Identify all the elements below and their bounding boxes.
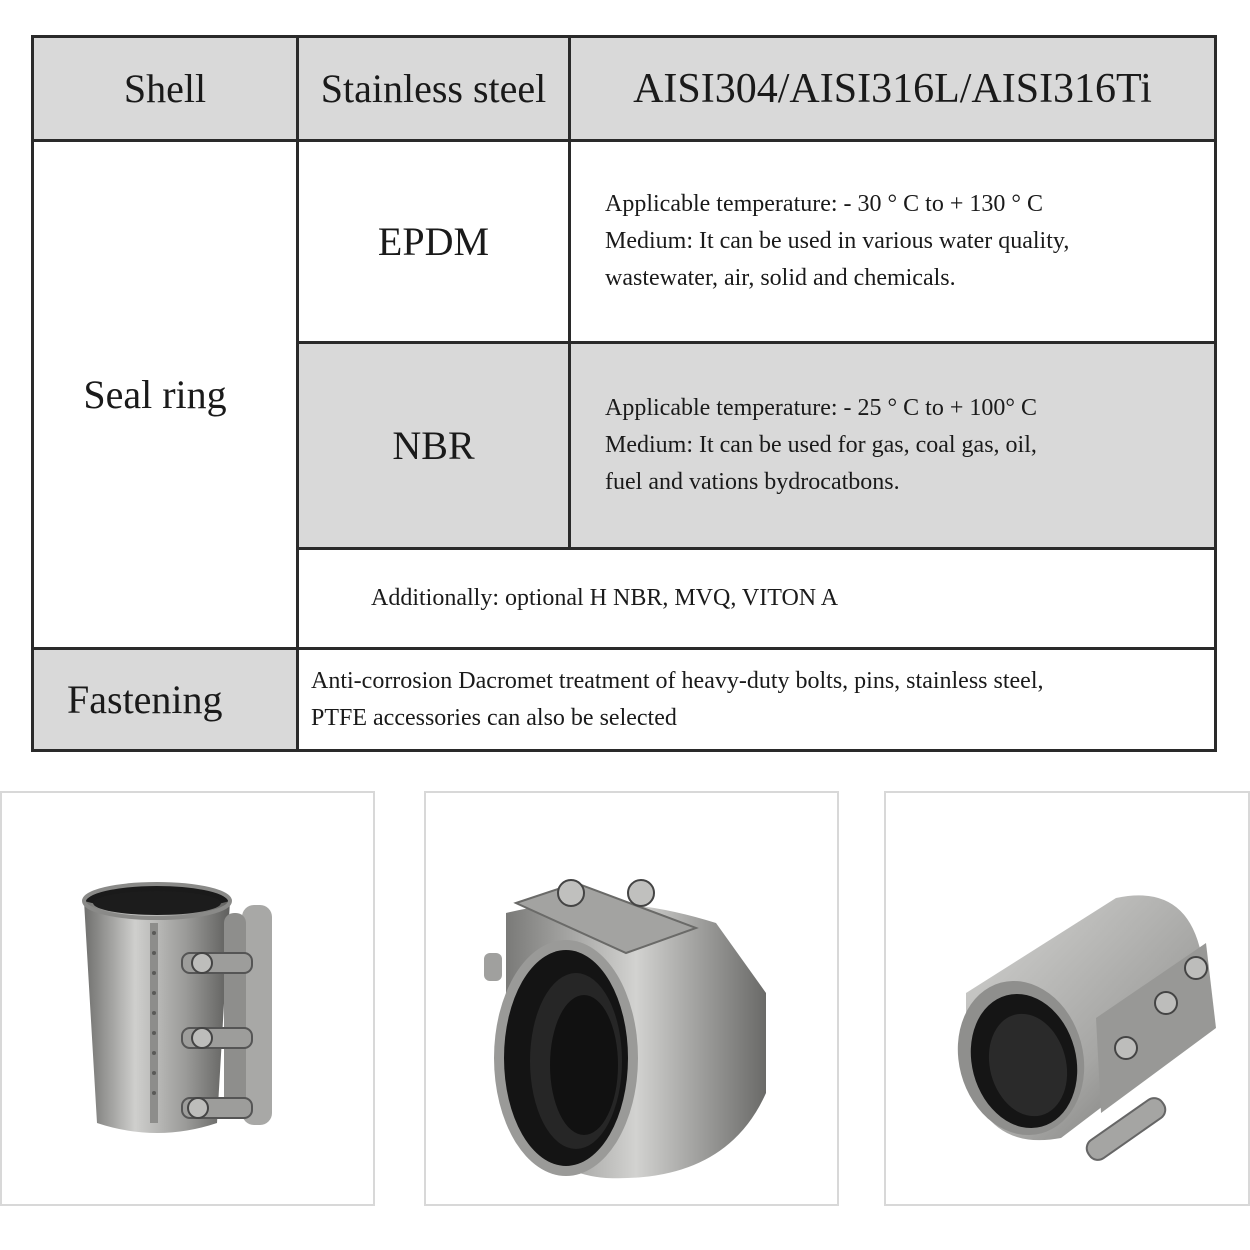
pipe-coupling-upright-image [2, 793, 373, 1204]
shell-grades-cell [571, 38, 1214, 139]
nbr-desc-cell [571, 344, 1214, 547]
epdm-name-cell [299, 142, 568, 341]
nbr-medium-2: fuel and vations bydrocatbons. [605, 469, 900, 495]
product-photo-front [424, 791, 839, 1206]
shell-grades: AISI304/AISI316L/AISI316Ti [633, 65, 1152, 112]
divider [34, 647, 1214, 650]
shell-material-cell [299, 38, 568, 139]
divider [299, 547, 1214, 550]
shell-label-cell [34, 38, 296, 139]
epdm-desc-cell [571, 142, 1214, 341]
divider [34, 139, 1214, 142]
nbr-name: NBR [392, 423, 475, 468]
epdm-name: EPDM [377, 219, 490, 264]
fastening-description [311, 663, 1044, 737]
product-photo-angled [884, 791, 1250, 1206]
epdm-medium-1: Medium: It can be used in various water quality, [605, 228, 1070, 254]
fastening-label: Fastening [67, 677, 223, 722]
nbr-temp: Applicable temperature: - 25 ° C to + 100° C [605, 395, 1037, 421]
divider [296, 38, 299, 749]
additional-cell [299, 550, 1214, 647]
additional-options: Additionally: optional H NBR, MVQ, VITON A [371, 585, 839, 611]
shell-label: Shell [123, 66, 207, 111]
nbr-description [605, 390, 1037, 501]
fastening-line-2: PTFE accessories can also be selected [311, 704, 677, 731]
product-photo-upright [0, 791, 375, 1206]
epdm-description [605, 186, 1069, 297]
seal-ring-label-cell [34, 142, 296, 647]
nbr-medium-1: Medium: It can be used for gas, coal gas, oil, [605, 432, 1037, 458]
pipe-coupling-angled-image [886, 793, 1248, 1204]
epdm-temp: Applicable temperature: - 30 ° C to + 130 ° C [605, 191, 1043, 217]
epdm-medium-2: wastewater, air, solid and chemicals. [605, 265, 956, 291]
spec-table [31, 35, 1217, 752]
fastening-line-1: Anti-corrosion Dacromet treatment of heavy-duty bolts, pins, stainless steel, [311, 667, 1044, 694]
shell-material: Stainless steel [320, 66, 547, 111]
pipe-coupling-front-image [426, 793, 837, 1204]
seal-ring-label: Seal ring [83, 372, 227, 417]
divider [299, 341, 1214, 344]
fastening-desc-cell [299, 650, 1214, 749]
divider [568, 38, 571, 547]
fastening-label-cell [34, 650, 296, 749]
nbr-name-cell [299, 344, 568, 547]
